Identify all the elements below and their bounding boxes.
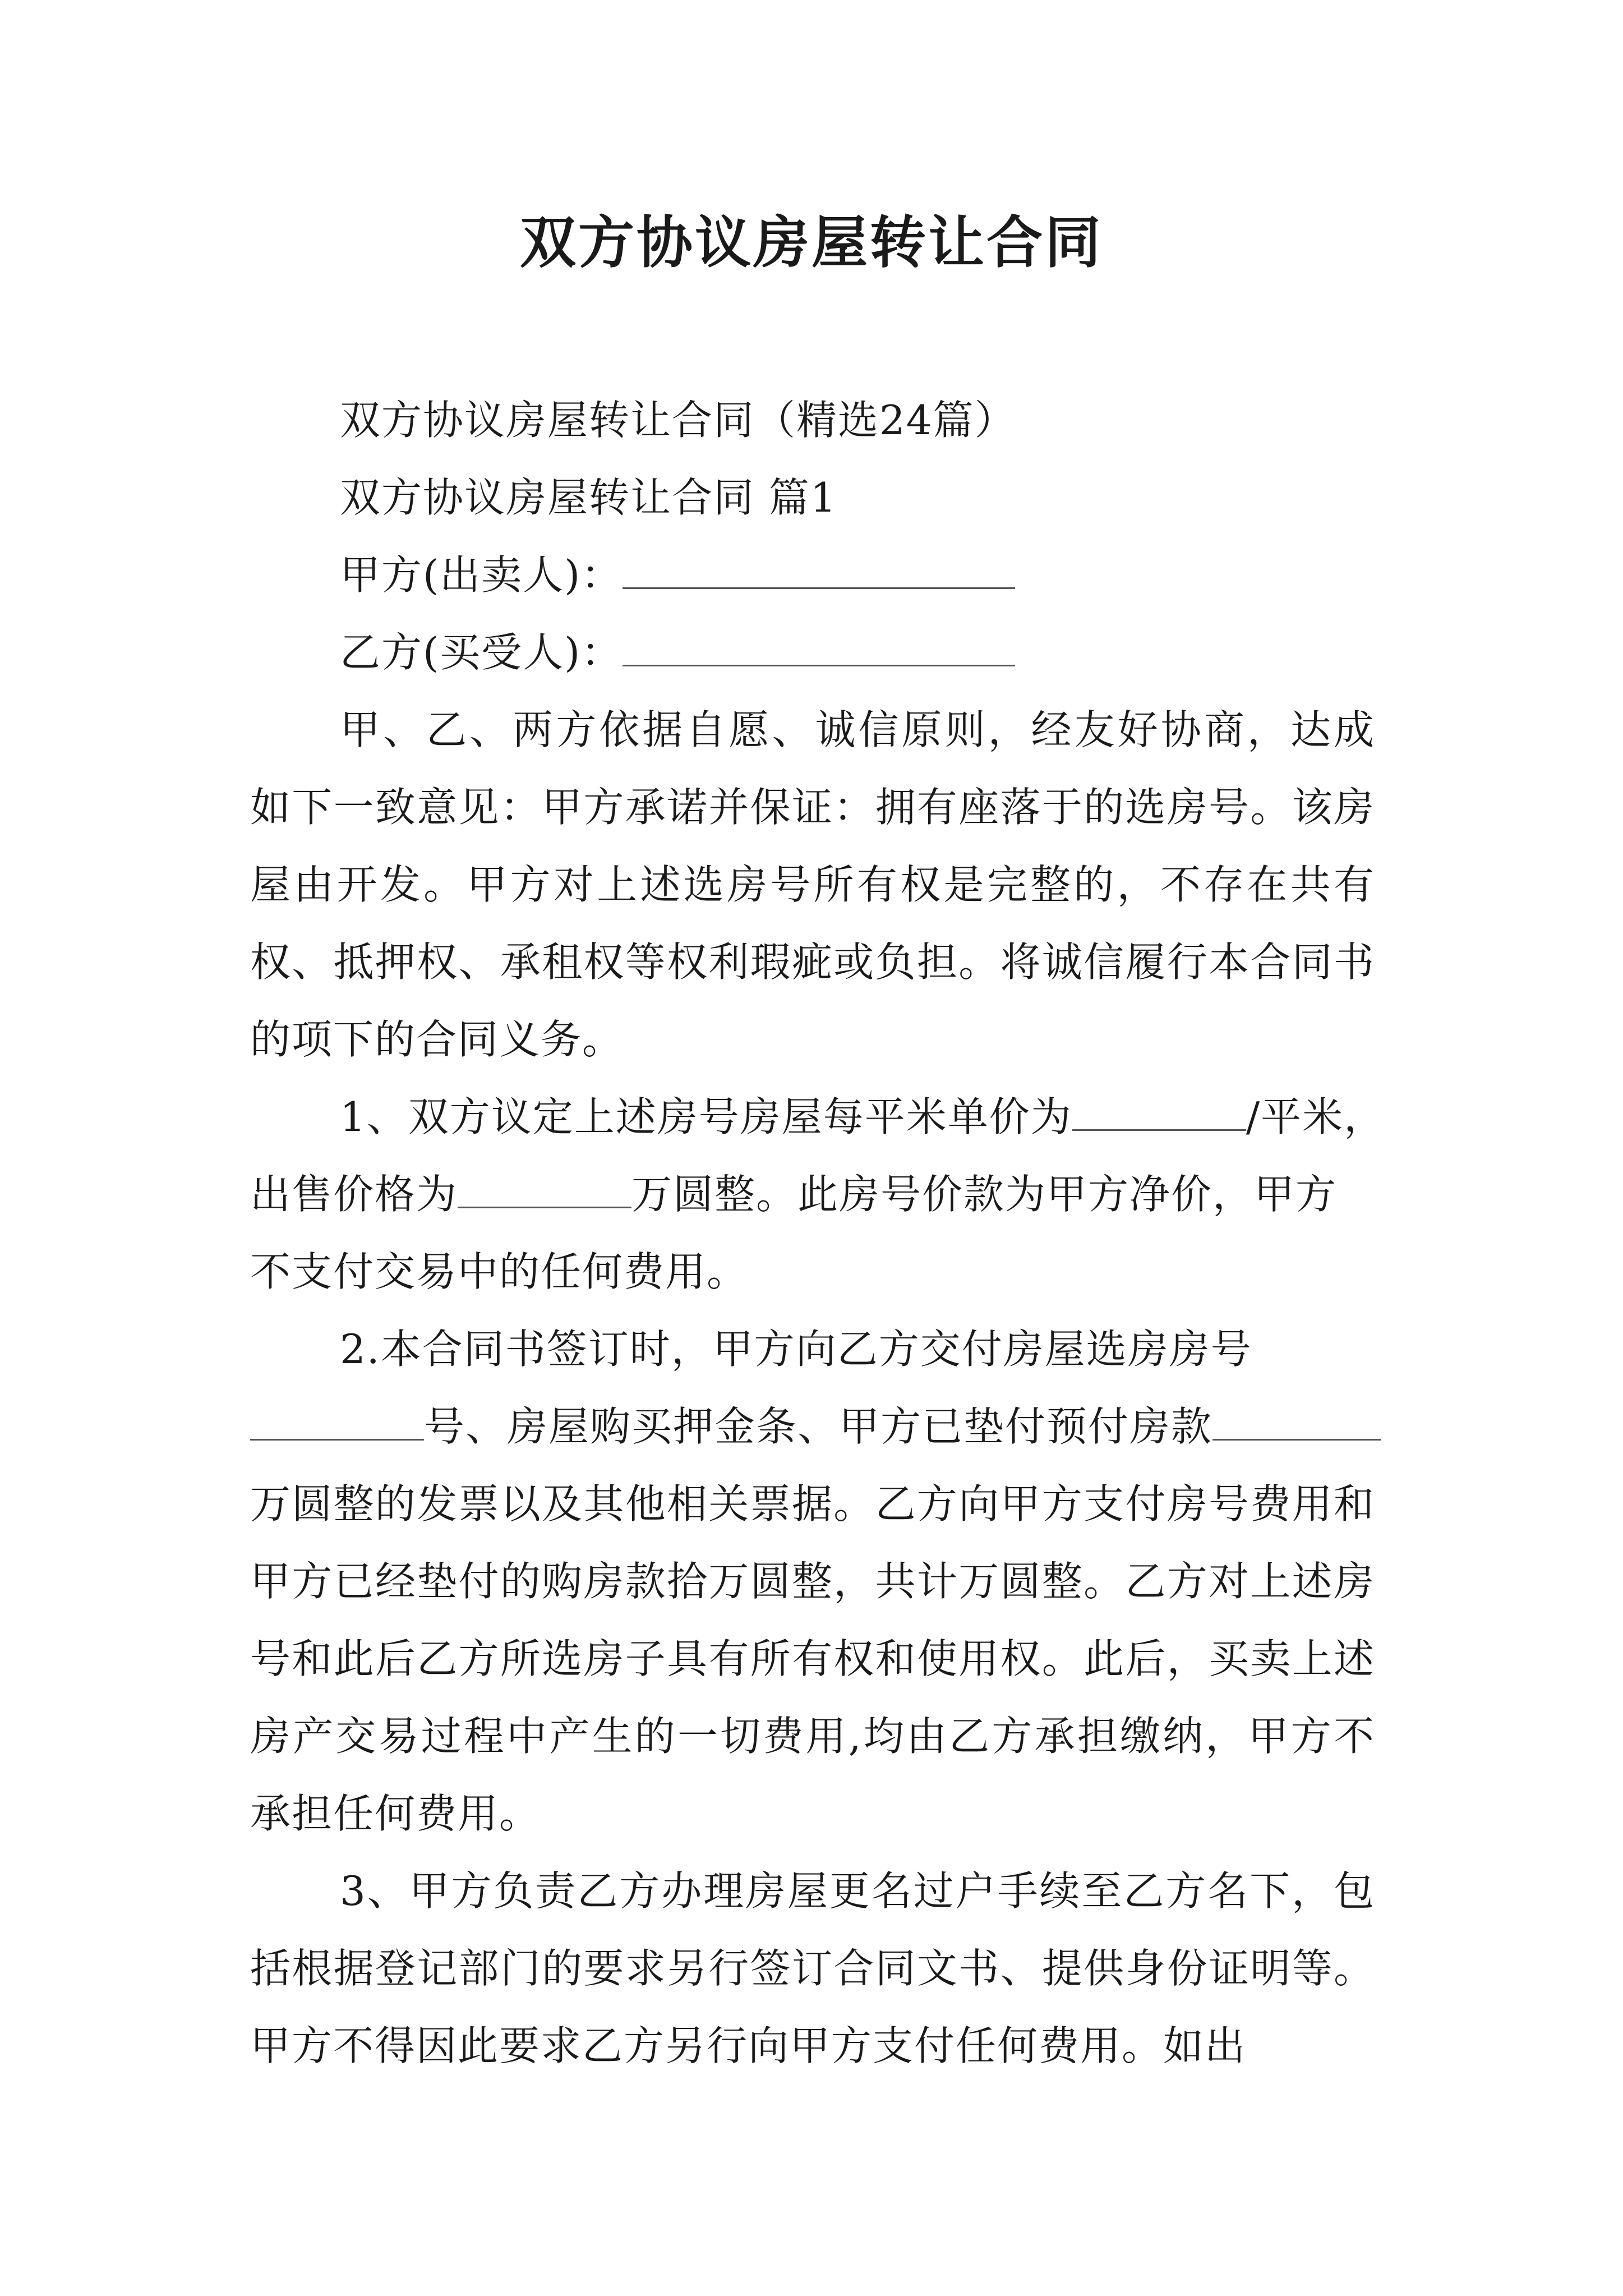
clause-3: 3、甲方负责乙方办理房屋更名过户手续至乙方名下，包括根据登记部门的要求另行签订合同文书、提供身份证明等。甲方不得因此要求乙方另行向甲方支付任何费用。如出 <box>250 1867 1375 2069</box>
party-a-label: 甲方(出卖人)： <box>340 551 623 599</box>
document-subtitle: 双方协议房屋转让合同（精选24篇） <box>340 397 1016 444</box>
clause-2-rest: 万圆整的发票以及其他相关票据。乙方向甲方支付房号费用和甲方已经垫付的购房款拾万圆整，共计万圆整。乙方对上述房号和此后乙方所选房子具有所有权和使用权。此后，买卖上述房产交易过程中产生的一切费用,均由乙方承担缴纳，甲方不承担任何费用。 <box>250 1480 1375 1837</box>
paragraph-intro: 甲、乙、两方依据自愿、诚信原则，经友好协商，达成如下一致意见：甲方承诺并保证：拥有座落于的选房号。该房屋由开发。甲方对上述选房号所有权是完整的，不存在共有权、抵押权、承租权等权利瑕疵或负担。将诚信履行本合同书的项下的合同义务。 <box>250 706 1375 1063</box>
document-title: 双方协议房屋转让合同 <box>520 209 1103 275</box>
party-b-label: 乙方(买受人)： <box>340 629 623 676</box>
room-number-blank[interactable] <box>250 1403 424 1441</box>
document-body <box>250 381 1386 2233</box>
clause-2-text-b: 号、房屋购买押金条、甲方已垫付预付房款 <box>424 1403 1213 1450</box>
unit-price-blank[interactable] <box>1072 1093 1246 1131</box>
clause-2-line-1: 2.本合同书签订时，甲方向乙方交付房屋选房房号 <box>340 1326 1252 1373</box>
clause-1-text-c: 出售价格为 <box>250 1171 458 1218</box>
clause-1-text-a: 1、双方议定上述房号房屋每平米单价为 <box>340 1093 1072 1140</box>
sale-price-blank[interactable] <box>458 1171 631 1208</box>
clause-1-line-1 <box>340 1078 1385 1156</box>
clause-1-text-b: /平米， <box>1246 1093 1386 1140</box>
clause-1-line-2 <box>250 1156 1337 1233</box>
clause-1-line-3: 不支付交易中的任何费用。 <box>250 1248 749 1295</box>
party-a-blank[interactable] <box>623 551 1015 589</box>
section-heading: 双方协议房屋转让合同 篇1 <box>340 474 837 521</box>
party-a-line <box>340 536 1015 614</box>
clause-2-line-2 <box>250 1388 1381 1465</box>
prepaid-amount-blank[interactable] <box>1212 1403 1381 1441</box>
clause-1-text-d: 万圆整。此房号价款为甲方净价，甲方 <box>631 1171 1338 1218</box>
party-b-line <box>340 614 1015 691</box>
party-b-blank[interactable] <box>623 629 1015 666</box>
